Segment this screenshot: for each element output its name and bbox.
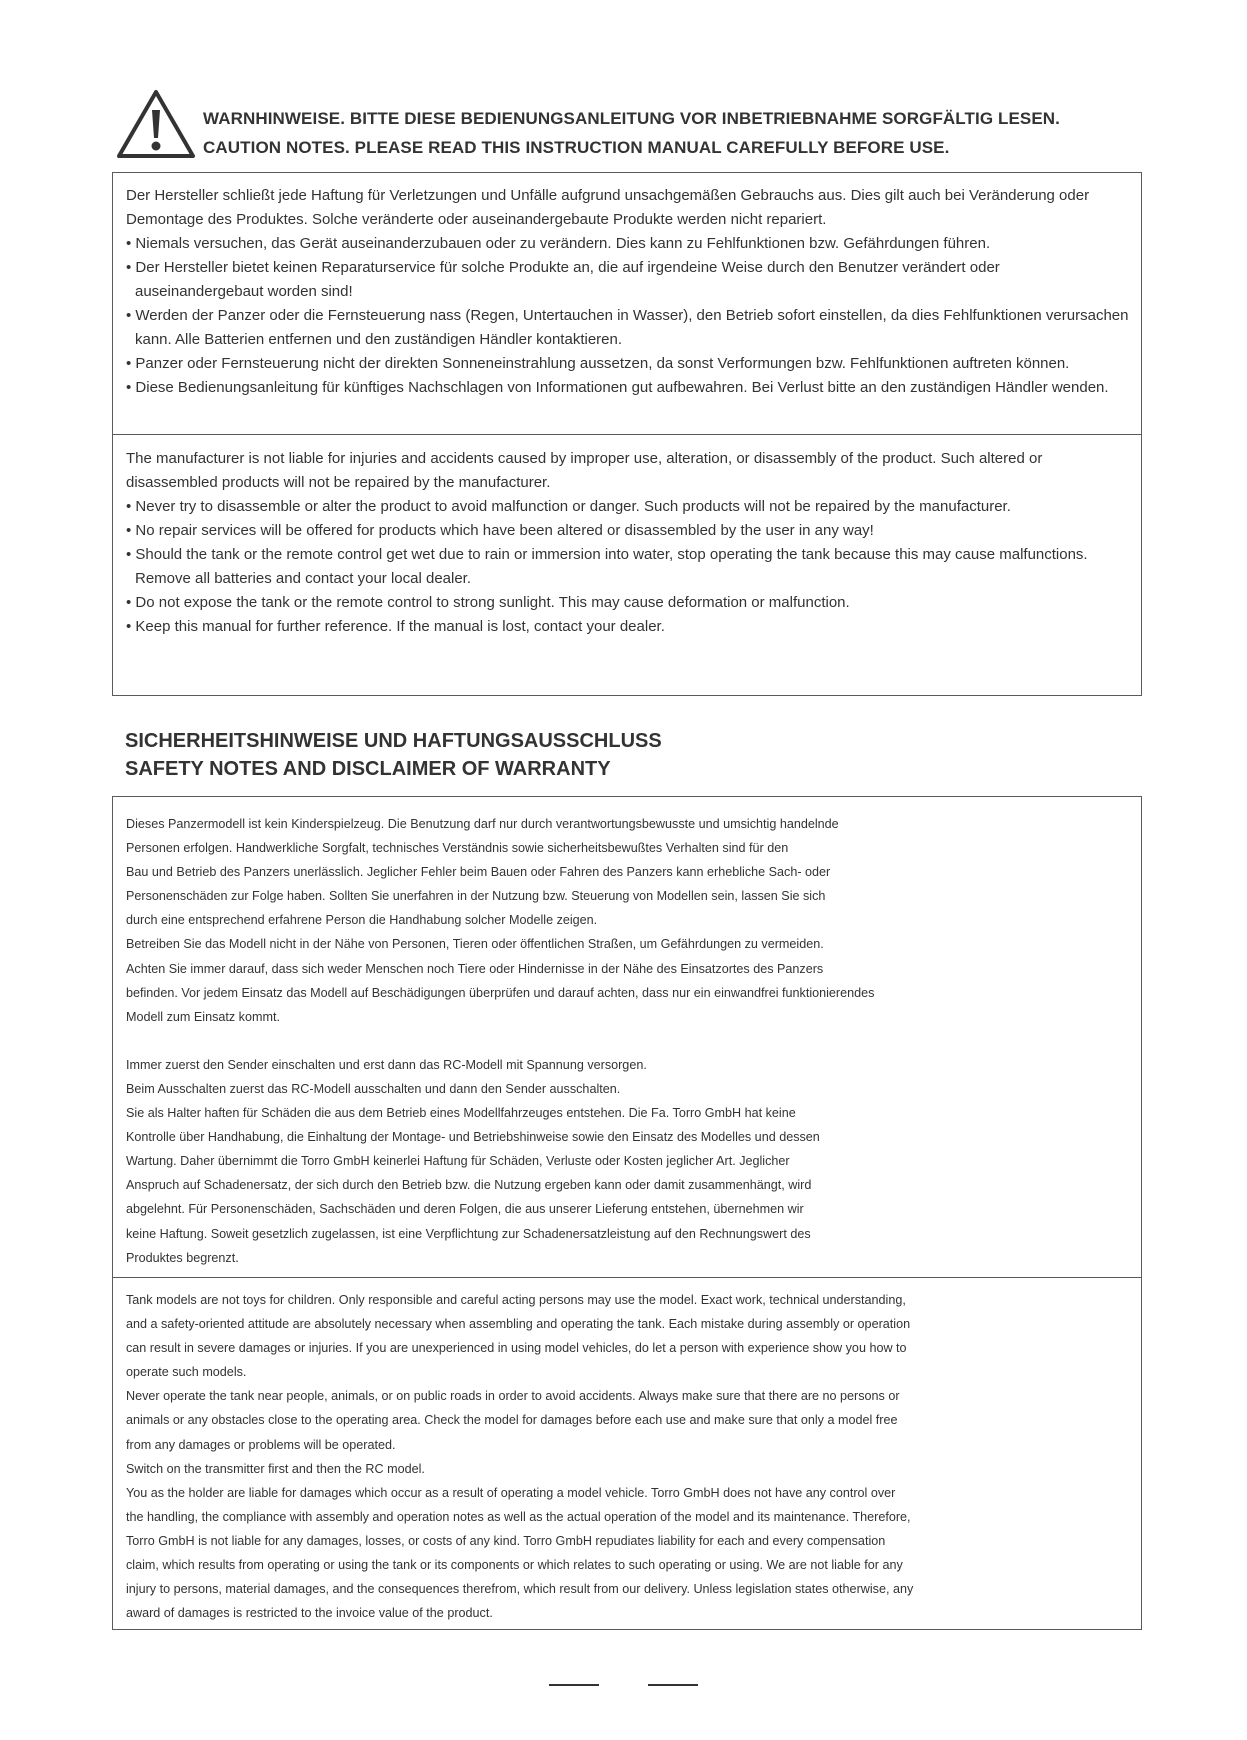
text-line: Kontrolle über Handhabung, die Einhaltung der Montage- und Betriebshinweise sowie den Einsatz des Modelles und dessen [126,1130,820,1145]
text-line: durch eine entsprechend erfahrene Person die Handhabung solcher Modelle zeigen. [126,913,598,928]
box-divider [113,1277,1141,1278]
text-line: Produktes begrenzt. [126,1250,239,1265]
text-line: Switch on the transmitter first and then the RC model. [126,1461,425,1476]
caution-bullet-en: • Keep this manual for further reference. If the manual is lost, contact your dealer. [126,618,665,635]
caution-notes-box [112,172,1142,696]
safety-notes-en [126,1288,1131,1625]
caution-bullet-de: • Der Hersteller bietet keinen Reparaturservice für solche Produkte an, die auf irgendeine Weise durch den Benutzer verändert oder auseinandergebaut worden sind! [126,259,1000,300]
text-line: operate such models. [126,1365,247,1380]
text-line: can result in severe damages or injuries. If you are unexperienced in using model vehicles, do let a person with experience show you how to [126,1341,907,1356]
text-line: award of damages is restricted to the invoice value of the product. [126,1606,493,1621]
text-line: and a safety-oriented attitude are absolutely necessary when assembling and operating the tank. Each mistake during assembly or operation [126,1317,911,1332]
caution-notes-de [126,184,1131,400]
caution-bullet-de: • Werden der Panzer oder die Fernsteuerung nass (Regen, Untertauchen in Wasser), den Betrieb sofort einstellen, da dies Fehlfunktionen verursachen kann. Alle Batterien entfernen und den zuständigen Händler kontaktieren. [126,307,1129,348]
text-line: Never operate the tank near people, animals, or on public roads in order to avoid accidents. Always make sure that there are no persons or [126,1389,900,1404]
text-line: the handling, the compliance with assembly and operation notes as well as the actual operation of the model and its maintenance. Therefore, [126,1509,911,1524]
safety-title-en: SAFETY NOTES AND DISCLAIMER OF WARRANTY [125,758,611,780]
text-line: Immer zuerst den Sender einschalten und erst dann das RC-Modell mit Spannung versorgen. [126,1057,647,1072]
caution-bullet-en: • Never try to disassemble or alter the product to avoid malfunction or danger. Such products will not be repaired by the manufacturer. [126,498,1011,515]
text-line: animals or any obstacles close to the operating area. Check the model for damages before each use and make sure that only a model free [126,1413,898,1428]
caution-notes-en [126,447,1131,639]
text-line: Betreiben Sie das Modell nicht in der Nähe von Personen, Tieren oder öffentlichen Straßen, um Gefährdungen zu vermeiden. [126,937,824,952]
safety-title-de: SICHERHEITSHINWEISE UND HAFTUNGSAUSSCHLUSS [125,730,662,752]
caution-bullet-de: • Niemals versuchen, das Gerät auseinanderzubauen oder zu verändern. Dies kann zu Fehlfunktionen bzw. Gefährdungen führen. [126,235,991,252]
text-line: Modell zum Einsatz kommt. [126,1009,280,1024]
caution-bullet-de: • Panzer oder Fernsteuerung nicht der direkten Sonneneinstrahlung aussetzen, da sonst Verformungen bzw. Fehlfunktionen auftreten können. [126,355,1070,372]
text-line: Tank models are not toys for children. Only responsible and careful acting persons may use the model. Exact work, technical understanding, [126,1293,906,1307]
text-line: Sie als Halter haften für Schäden die aus dem Betrieb eines Modellfahrzeuges entstehen. Die Fa. Torro GmbH hat keine [126,1106,796,1121]
warning-title-de: WARNHINWEISE. BITTE DIESE BEDIENUNGSANLEITUNG VOR INBETRIEBNAHME SORGFÄLTIG LESEN. [203,109,1060,128]
safety-notes-de [126,812,1131,1270]
paragraph-gap [126,1029,1131,1053]
text-line: from any damages or problems will be operated. [126,1437,396,1452]
caution-intro-en: The manufacturer is not liable for injuries and accidents caused by improper use, alteration, or disassembly of the product. Such altered or disassembled products will not be repaired by the manufacturer. [126,450,1043,491]
text-line: Personen erfolgen. Handwerkliche Sorgfalt, technisches Verständnis sowie sicherheitsbewußtes Verhalten sind für den [126,841,789,856]
text-line: Bau und Betrieb des Panzers unerlässlich. Jeglicher Fehler beim Bauen oder Fahren des Panzers kann erhebliche Sach- oder [126,865,831,880]
warning-title-en: CAUTION NOTES. PLEASE READ THIS INSTRUCTION MANUAL CAREFULLY BEFORE USE. [203,138,950,157]
text-line: Wartung. Daher übernimmt die Torro GmbH keinerlei Haftung für Schäden, Verluste oder Kosten jeglicher Art. Jeglicher [126,1154,790,1169]
text-line: abgelehnt. Für Personenschäden, Sachschäden und deren Folgen, die aus unserer Lieferung entstehen, übernehmen wir [126,1202,804,1217]
caution-intro-de: Der Hersteller schließt jede Haftung für Verletzungen und Unfälle aufgrund unsachgemäßen Gebrauchs aus. Dies gilt auch bei Veränderung oder Demontage des Produktes. Solche veränderte oder auseinandergebaute Produkte werden nicht repariert. [126,187,1090,228]
caution-bullet-en: • Should the tank or the remote control get wet due to rain or immersion into water, stop operating the tank because this may cause malfunctions. Remove all batteries and contact your local dealer. [126,546,1088,587]
footer-rule [549,1684,599,1686]
text-line: befinden. Vor jedem Einsatz das Modell auf Beschädigungen überprüfen und darauf achten, dass nur ein einwandfrei funktionierendes [126,985,875,1000]
text-line: You as the holder are liable for damages which occur as a result of operating a model vehicle. Torro GmbH does not have any control over [126,1485,896,1500]
caution-bullet-de: • Diese Bedienungsanleitung für künftiges Nachschlagen von Informationen gut aufbewahren. Bei Verlust bitte an den zuständigen Händler wenden. [126,379,1109,396]
text-line: claim, which results from operating or using the tank or its components or which relates to such operating or using. We are not liable for any [126,1558,903,1573]
warning-triangle-icon [115,88,197,160]
warning-header [115,88,1135,160]
text-line: Dieses Panzermodell ist kein Kinderspielzeug. Die Benutzung darf nur durch verantwortungsbewusste und umsichtig handelnde [126,817,839,831]
safety-notes-box [112,796,1142,1630]
caution-bullet-en: • No repair services will be offered for products which have been altered or disassembled by the user in any way! [126,522,874,539]
text-line: keine Haftung. Soweit gesetzlich zugelassen, ist eine Verpflichtung zur Schadenersatzleistung auf den Rechnungswert des [126,1226,811,1241]
text-line: Personenschäden zur Folge haben. Sollten Sie unerfahren in der Nutzung bzw. Steuerung von Modellen sein, lassen Sie sich [126,889,826,904]
text-line: Achten Sie immer darauf, dass sich weder Menschen noch Tiere oder Hindernisse in der Nähe des Einsatzortes des Panzers [126,961,824,976]
text-line: Anspruch auf Schadenersatz, der sich durch den Betrieb bzw. die Nutzung ergeben kann oder damit zusammenhängt, wird [126,1178,812,1193]
footer-rule [648,1684,698,1686]
text-line: injury to persons, material damages, and the consequences therefrom, which result from our delivery. Unless legislation states otherwise, any [126,1582,914,1597]
text-line: Beim Ausschalten zuerst das RC-Modell ausschalten und dann den Sender ausschalten. [126,1081,621,1096]
text-line: Torro GmbH is not liable for any damages, losses, or costs of any kind. Torro GmbH repudiates liability for each and every compensation [126,1533,886,1548]
box-divider [113,434,1141,435]
caution-bullet-en: • Do not expose the tank or the remote control to strong sunlight. This may cause deformation or malfunction. [126,594,850,611]
